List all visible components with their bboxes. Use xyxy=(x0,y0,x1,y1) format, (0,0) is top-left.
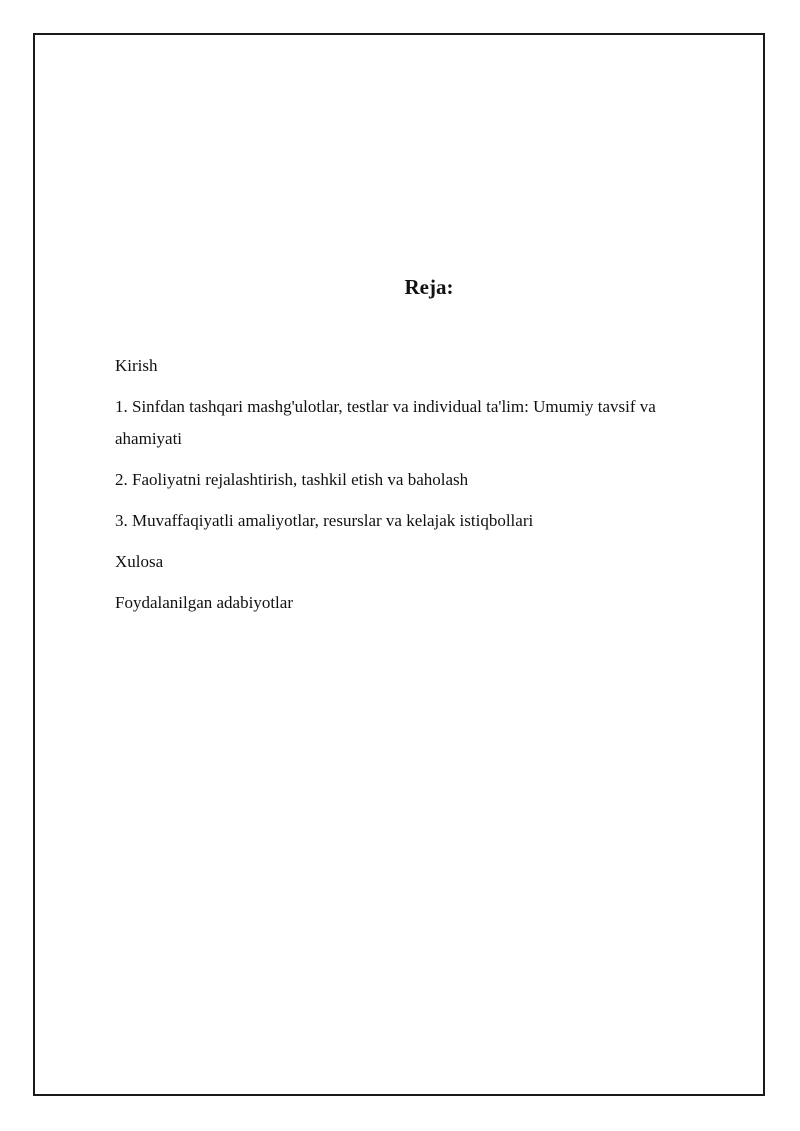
toc-item-section-2: 2. Faoliyatni rejalashtirish, tashkil etish va baholash xyxy=(115,470,469,489)
toc-item-conclusion: Xulosa xyxy=(115,552,164,571)
toc-item-references: Foydalanilgan adabiyotlar xyxy=(115,593,293,612)
toc-item-section-1: 1. Sinfdan tashqari mashg'ulotlar, testlar va individual ta'lim: Umumiy tavsif va ahamiyati xyxy=(115,397,656,448)
toc-item-section-3: 3. Muvaffaqiyatli amaliyotlar, resurslar va kelajak istiqbollari xyxy=(115,511,534,530)
toc-item-introduction: Kirish xyxy=(115,356,158,375)
table-of-contents xyxy=(115,350,725,628)
page-title: Reja: xyxy=(404,275,454,299)
